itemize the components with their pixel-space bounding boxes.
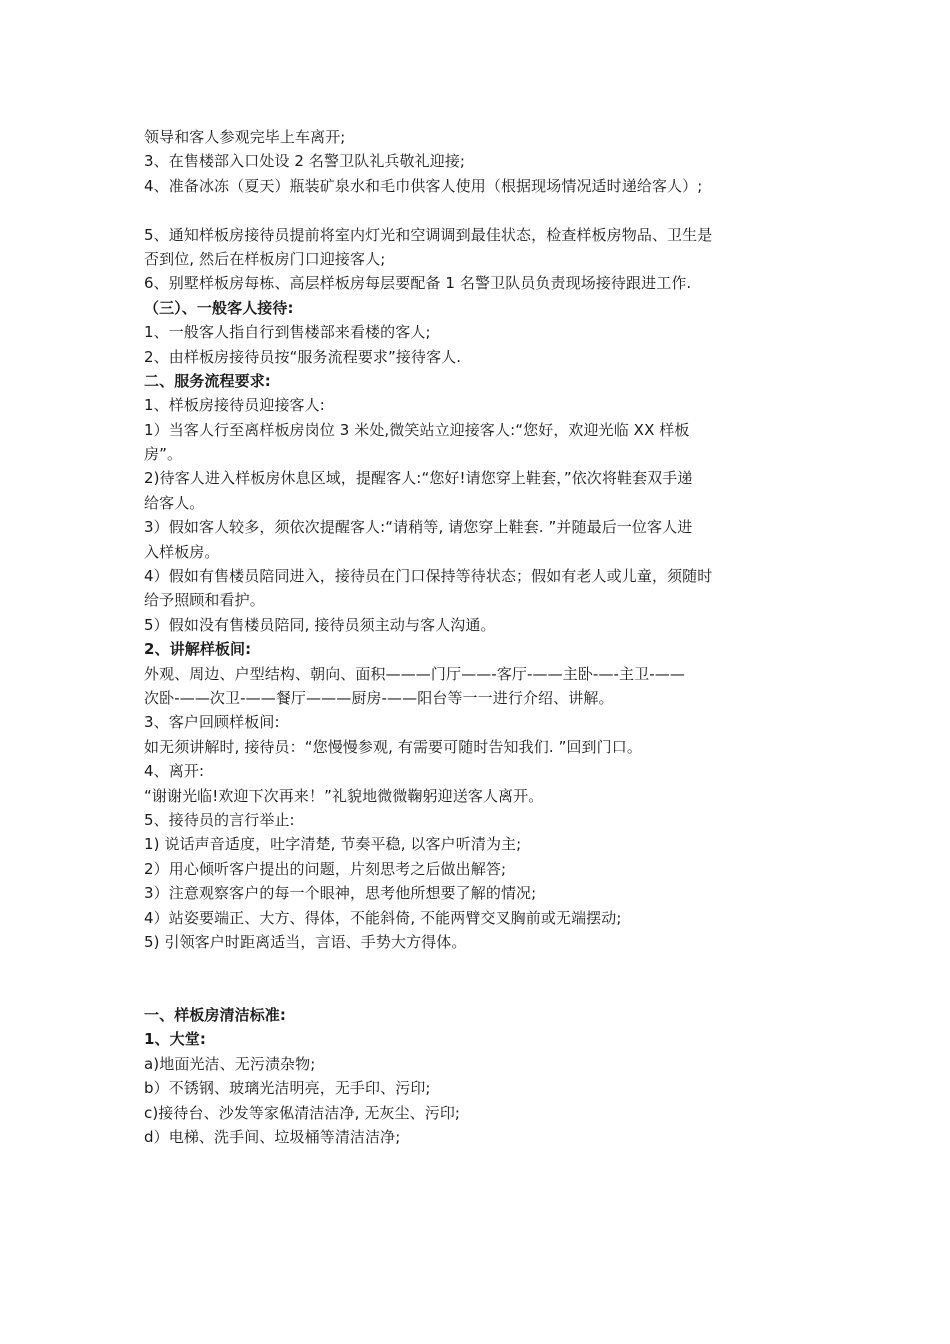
text-line: 2）用心倾听客户提出的问题，片刻思考之后做出解答; (144, 859, 507, 878)
text-line: 2、由样板房接待员按“服务流程要求”接待客人. (144, 347, 462, 366)
text-line: 5、通知样板房接待员提前将室内灯光和空调调到最佳状态，检查样板房物品、卫生是 (144, 225, 713, 244)
text-line: 否到位, 然后在样板房门口迎接客人; (144, 249, 386, 268)
text-line: 5）假如没有售楼员陪同, 接待员须主动与客人沟通。 (144, 615, 496, 634)
text-line: 入样板房。 (144, 542, 220, 561)
text-line: 如无须讲解时, 接待员：“您慢慢参观, 有需要可随时告知我们. ”回到门口。 (144, 737, 642, 756)
text-line: d）电梯、洗手间、垃圾桶等清洁洁净; (144, 1128, 401, 1147)
section-heading: 二、服务流程要求: (144, 371, 271, 390)
text-line: 4、准备冰冻（夏天）瓶装矿泉水和毛巾供客人使用（根据现场情况适时递给客人）; (144, 176, 703, 195)
text-line: 6、别墅样板房每栋、高层样板房每层要配备 1 名警卫队员负责现场接待跟进工作. (144, 274, 692, 293)
text-line: 4、离开: (144, 762, 205, 781)
text-line: a)地面光洁、无污渍杂物; (144, 1054, 316, 1073)
text-line: 1、样板房接待员迎接客人: (144, 396, 325, 415)
text-line: 5、接待员的言行举止: (144, 810, 295, 829)
text-line: 外观、周边、户型结构、朝向、面积———门厅——-客厅-——主卧-—-主卫-—— (144, 664, 685, 683)
section-heading: 2、讲解样板间: (144, 640, 252, 659)
text-line: c)接待台、沙发等家俬清洁洁净, 无灰尘、污印; (144, 1103, 461, 1122)
text-line: 1）当客人行至离样板房岗位 3 米处,微笑站立迎接客人:“您好，欢迎光临 XX 样板 (144, 420, 690, 439)
text-line: b）不锈钢、玻璃光洁明亮，无手印、污印; (144, 1079, 431, 1098)
section-heading: （三）、一般客人接待: (144, 298, 294, 317)
text-line: 1、一般客人指自行到售楼部来看楼的客人; (144, 323, 431, 342)
blank-line (144, 954, 812, 978)
text-line: 4）站姿要端正、大方、得体，不能斜倚, 不能两臂交叉胸前或无端摆动; (144, 908, 622, 927)
text-line: 房”。 (144, 445, 183, 464)
blank-line (144, 198, 812, 222)
text-line: 2)待客人进入样板房休息区域，提醒客人:“您好!请您穿上鞋套，”依次将鞋套双手递 (144, 469, 693, 488)
text-line: 5) 引领客户时距离适当，言语、手势大方得体。 (144, 932, 467, 951)
section-heading: 一、样板房清洁标准: (144, 1006, 286, 1025)
text-line: 1) 说话声音适度，吐字清楚, 节奏平稳, 以客户听清为主; (144, 835, 522, 854)
section-heading: 1、大堂: (144, 1030, 206, 1049)
text-line: 4）假如有售楼员陪同进入，接待员在门口保持等待状态；假如有老人或儿童，须随时 (144, 567, 713, 586)
text-line: 3）注意观察客户的每一个眼神，思考他所想要了解的情况; (144, 884, 537, 903)
text-line: 3）假如客人较多，须依次提醒客人:“请稍等, 请您穿上鞋套. ”并随最后一位客人进 (144, 518, 693, 537)
text-line: 3、客户回顾样板间: (144, 713, 280, 732)
blank-line (144, 979, 812, 1003)
text-line: 给客人。 (144, 493, 205, 512)
text-line: 3、在售楼部入口处设 2 名警卫队礼兵敬礼迎接; (144, 152, 466, 171)
text-line: 次卧-——次卫-——餐厅———厨房-——阳台等一一进行介绍、讲解。 (144, 688, 614, 707)
text-line: “谢谢光临!欢迎下次再来！”礼貌地微微鞠躬迎送客人离开。 (144, 786, 544, 805)
document-body (144, 125, 812, 1149)
text-line: 领导和客人参观完毕上车离开; (144, 128, 346, 146)
text-line: 给予照顾和看护。 (144, 591, 265, 610)
